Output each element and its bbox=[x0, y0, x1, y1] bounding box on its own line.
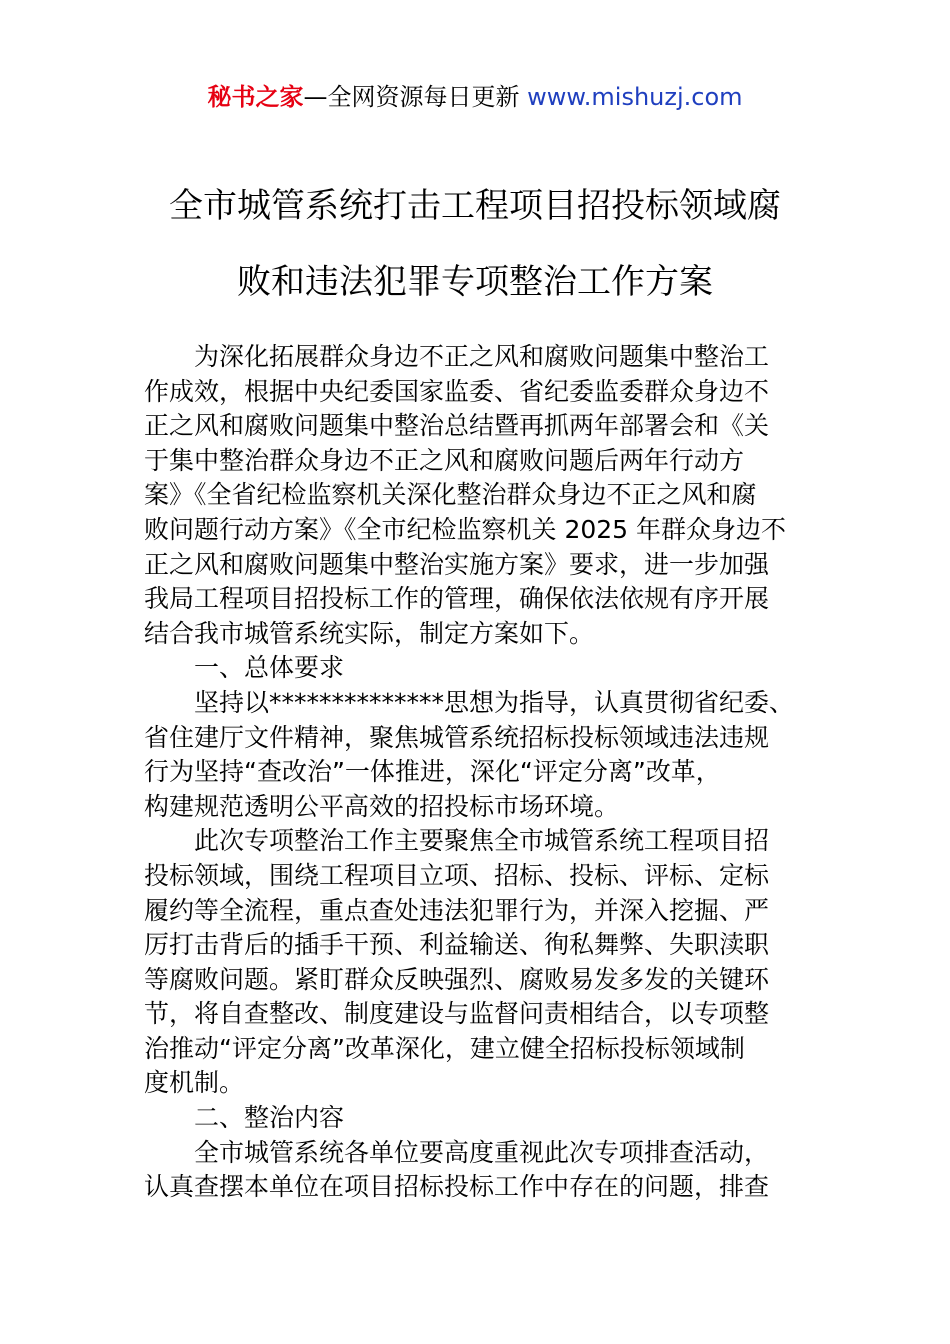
paragraph-line: 为深化拓展群众身边不正之风和腐败问题集中整治工 bbox=[194, 342, 770, 371]
paragraph-line: 治推动“评定分离”改革深化，建立健全招标投标领域制 bbox=[144, 1033, 745, 1063]
paragraph-line: 此次专项整治工作主要聚焦全市城管系统工程项目招 bbox=[194, 826, 770, 856]
paragraph-line: 构建规范透明公平高效的招投标市场环境。 bbox=[144, 791, 620, 821]
paragraph-line: 作成效，根据中央纪委国家监委、省纪委监委群众身边不 bbox=[144, 376, 770, 406]
site-header bbox=[0, 82, 950, 112]
section-heading-general-requirements: 一、总体要求 bbox=[194, 653, 345, 683]
title-line-1: 全市城管系统打击工程项目招投标领域腐 bbox=[169, 186, 781, 226]
document-title bbox=[0, 168, 950, 320]
paragraph-line: 节，将自查整改、制度建设与监督问责相结合，以专项整 bbox=[144, 999, 770, 1029]
paragraph-line: 正之风和腐败问题集中整治总结暨再抓两年部署会和《关 bbox=[144, 411, 770, 441]
brand-name: 秘书之家 bbox=[207, 83, 304, 111]
paragraph-line: 行为坚持“查改治”一体推进，深化“评定分离”改革， bbox=[144, 757, 721, 787]
site-url-link[interactable]: www.mishuzj.com bbox=[527, 83, 743, 111]
document-body bbox=[144, 340, 809, 1205]
paragraph-line: 厉打击背后的插手干预、利益输送、徇私舞弊、失职渎职 bbox=[144, 930, 770, 960]
paragraph-line: 投标领域，围绕工程项目立项、招标、投标、评标、定标 bbox=[144, 860, 770, 890]
paragraph-line: 等腐败问题。紧盯群众反映强烈、腐败易发多发的关键环 bbox=[144, 964, 770, 994]
paragraph-line: 结合我市城管系统实际，制定方案如下。 bbox=[144, 618, 595, 648]
paragraph-line: 全市城管系统各单位要高度重视此次专项排查活动， bbox=[194, 1137, 770, 1167]
title-line-2: 败和违法犯罪专项整治工作方案 bbox=[237, 262, 713, 302]
section-heading-rectification-content: 二、整治内容 bbox=[194, 1103, 345, 1133]
paragraph-line: 案》《全省纪检监察机关深化整治群众身边不正之风和腐 bbox=[144, 480, 757, 510]
paragraph-line: 于集中整治群众身边不正之风和腐败问题后两年行动方 bbox=[144, 445, 745, 475]
paragraph-line: 省住建厅文件精神，聚焦城管系统招标投标领域违法违规 bbox=[144, 722, 770, 752]
paragraph-line: 我局工程项目招投标工作的管理，确保依法依规有序开展 bbox=[144, 584, 770, 614]
header-tagline: —全网资源每日更新 bbox=[303, 83, 528, 111]
paragraph-line: 度机制。 bbox=[144, 1068, 245, 1098]
paragraph-line: 坚持以**************思想为指导，认真贯彻省纪委、 bbox=[194, 687, 795, 717]
paragraph-line: 履约等全流程，重点查处违法犯罪行为，并深入挖掘、严 bbox=[144, 895, 770, 925]
paragraph-line: 败问题行动方案》《全市纪检监察机关 2025 年群众身边不 bbox=[144, 514, 787, 544]
paragraph-line: 正之风和腐败问题集中整治实施方案》要求，进一步加强 bbox=[144, 549, 770, 579]
paragraph-line: 认真查摆本单位在项目招标投标工作中存在的问题，排查 bbox=[144, 1172, 770, 1202]
